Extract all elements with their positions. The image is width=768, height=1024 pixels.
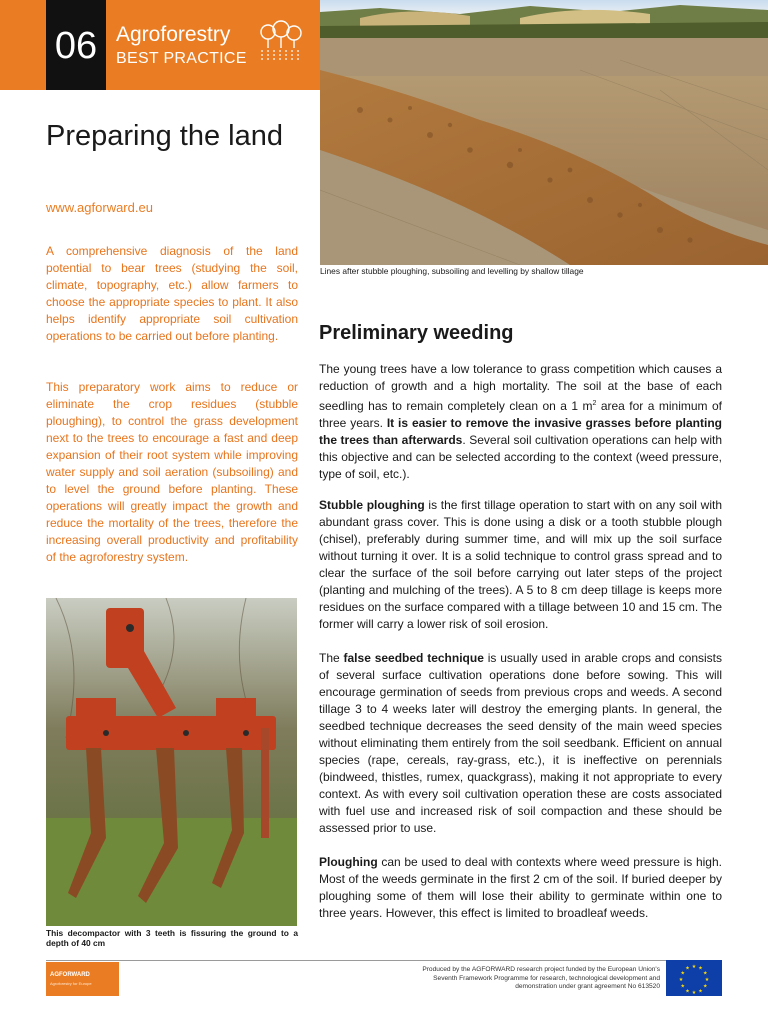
section-paragraph-3: The false seedbed technique is usually used in arable crops and consists of several surface cultivation operations done before sowing. This will encourage germination of seeds from previous crops and weeds. A second tillage 3 to 4 weeks later will destroy the emerging plants. In general, the seedbed technique decreases the seed density of the main weed species without eliminating them entirely from the soil seedbank. Efficient on annual species (rape, cereals, ray-grass, etc.), it is ineffective on perennials (bindweed, thistles, rumex, quackgrass), making it not appropriate to every context. As with every soil cultivation operation these are costs associated with fuel use and increased risk of soil compaction and these should be assessed prior to use. xyxy=(319,651,722,835)
svg-text:★: ★ xyxy=(680,983,685,990)
svg-text:★: ★ xyxy=(685,988,690,995)
svg-text:★: ★ xyxy=(691,990,697,996)
website-link[interactable]: www.agforward.eu xyxy=(46,200,153,215)
series-title: Agroforestry xyxy=(116,23,231,46)
svg-text:★: ★ xyxy=(704,977,710,983)
svg-text:★: ★ xyxy=(678,977,684,983)
intro-paragraph-1: A comprehensive diagnosis of the land potential to bear trees (studying the soil, climate, topography, etc.) allow farmers to choose the appropriate species to plant. It also helps identify appropriate soil cultivation operations to be carried out before planting. xyxy=(46,244,298,343)
ploughed-field-photo xyxy=(320,0,768,265)
svg-text:★: ★ xyxy=(691,964,697,970)
section-heading: Preliminary weeding xyxy=(319,322,514,344)
section-paragraph-1: The young trees have a low tolerance to grass competition which causes a reduction of growth and a high mortality. The soil at the base of each seedling has to remain completely clean on a 1 $m^2$ area for a minimum of three years. It is easier to remove the invasive grasses before planting the trees than afterwards. Several soil cultivation operations can help with this objective and can be selected according to the context (weed pressure, type of soil, etc.). xyxy=(319,362,722,481)
decompactor-photo xyxy=(46,598,297,926)
svg-text:★: ★ xyxy=(685,965,690,972)
svg-text:★: ★ xyxy=(680,970,685,977)
issue-number: 06 xyxy=(54,25,98,67)
svg-text:★: ★ xyxy=(698,988,703,995)
svg-text:★: ★ xyxy=(698,965,703,972)
section-paragraph-2: Stubble ploughing is the first tillage operation to start with on any soil with abundant grass cover. This is done using a disk or a tooth stubble plough (chisel), preferably during summer time, and will mix up the soil surface without turning it over. It is a solid technique to control grass spread and to clear the surface of the soil before carrying out later steps of the project (planting and mulching of the trees). A 5 to 8 cm deep tillage is keeps more residues on the surface compared with a tillage between 10 and 15 cm. The former will carry a lower risk of soil erosion. xyxy=(319,498,722,631)
series-subtitle: BEST PRACTICE xyxy=(116,50,247,67)
agforward-logo-title: AGFORWARD xyxy=(50,972,90,978)
left-photo-caption: This decompactor with 3 teeth is fissuring the ground to a depth of 40 cm xyxy=(46,928,298,948)
svg-text:★: ★ xyxy=(703,970,708,977)
page-title: Preparing the land xyxy=(46,120,283,152)
top-photo-caption: Lines after stubble ploughing, subsoiling and levelling by shallow tillage xyxy=(320,266,584,276)
eu-flag-icon xyxy=(666,960,722,996)
intro-paragraph-2: This preparatory work aims to reduce or eliminate the crop residues (stubble ploughing), to control the grass development next to the trees to encourage a fast and deep expansion of their root system while improving water supply and soil aeration (subsoiling) and to level the ground before planting. These operations will greatly impact the growth and reduce the mortality of the trees, therefore the increasing overall productivity and profitability of the agroforestry system. xyxy=(46,380,298,564)
section-paragraph-4: Ploughing can be used to deal with contexts where weed pressure is high. Most of the weeds germinate in the first 2 cm of the soil. If buried deeper by ploughing some of them will lose their ability to germinate within one to three years. However, this effect is limited to broadleaf weeds. xyxy=(319,855,722,920)
svg-text:★: ★ xyxy=(703,983,708,990)
funding-statement: Produced by the AGFORWARD research project funded by the European Union's Seventh Framework Programme for research, technological development and demonstration under grant agreement No 613520 xyxy=(422,966,660,990)
agforward-logo-subtitle: Agroforestry for Europe xyxy=(50,981,92,986)
trees-rain-icon xyxy=(254,18,306,64)
footer-divider xyxy=(46,960,722,961)
agforward-logo xyxy=(46,962,119,996)
